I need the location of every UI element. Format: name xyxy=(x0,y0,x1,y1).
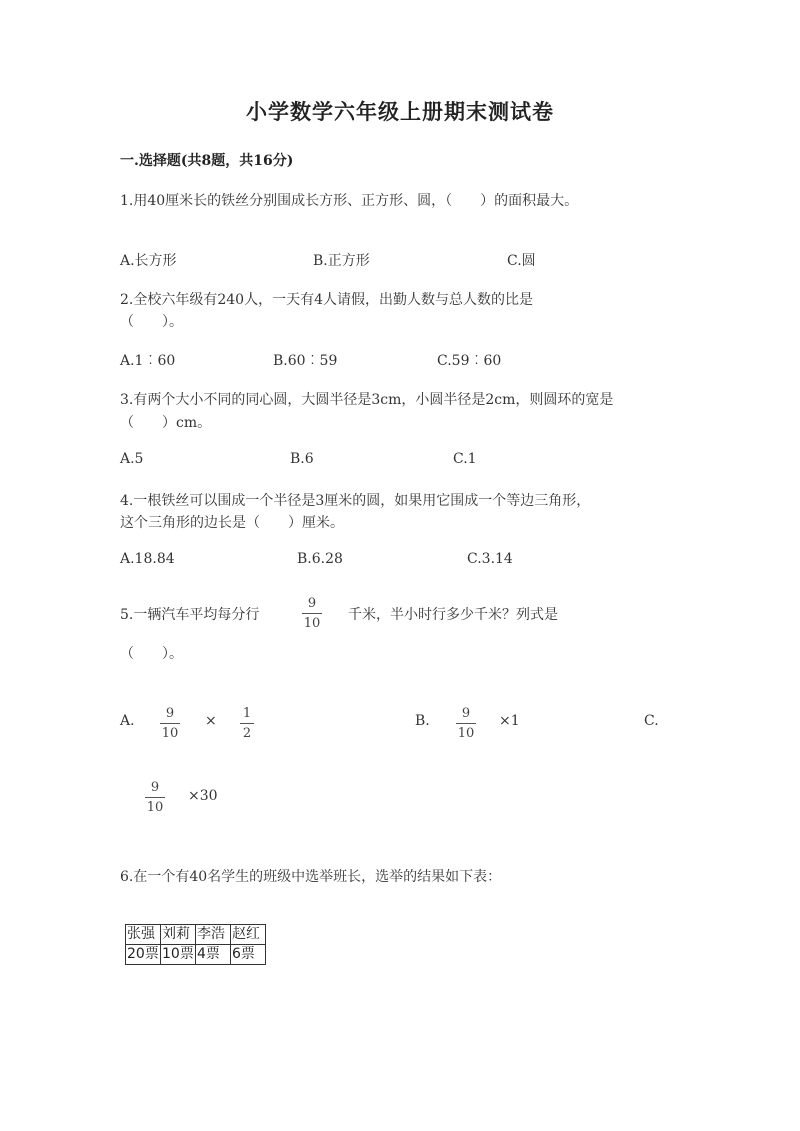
q5-option-a-fraction-2 xyxy=(240,706,254,741)
q1-option-c: C.圆 xyxy=(507,253,536,269)
fraction-numerator: 9 xyxy=(307,596,317,611)
fraction-bar xyxy=(240,723,254,724)
question-2-line2: （ ）。 xyxy=(120,314,183,330)
q5-option-b-label: B. xyxy=(415,713,430,729)
fraction-numerator: 9 xyxy=(461,706,471,721)
fraction-denominator: 10 xyxy=(161,726,179,741)
table-row xyxy=(126,945,266,965)
question-4-line1: 4.一根铁丝可以围成一个半径是3厘米的圆，如果用它围成一个等边三角形， xyxy=(120,493,591,509)
table-cell: 4票 xyxy=(196,945,231,965)
table-cell: 6票 xyxy=(231,945,266,965)
table-cell: 10票 xyxy=(161,945,196,965)
question-3-line1: 3.有两个大小不同的同心圆，大圆半径是3cm，小圆半径是2cm，则圆环的宽是 xyxy=(120,392,614,408)
question-5-suffix: 千米，半小时行多少千米？列式是 xyxy=(348,607,558,623)
q4-option-b: B.6.28 xyxy=(297,551,343,567)
question-3-line2: （ ）cm。 xyxy=(120,415,212,431)
q5-option-c-tail: ×30 xyxy=(188,788,218,804)
fraction-denominator: 10 xyxy=(303,616,321,631)
q4-option-c: C.3.14 xyxy=(467,551,513,567)
q2-option-c: C.59︰60 xyxy=(437,353,502,369)
table-cell: 张强 xyxy=(126,925,161,945)
fraction-bar xyxy=(456,723,476,724)
question-5-prefix: 5.一辆汽车平均每分行 xyxy=(120,607,260,623)
q2-option-a: A.1︰60 xyxy=(120,353,176,369)
fraction-denominator: 10 xyxy=(457,726,475,741)
table-cell: 赵红 xyxy=(231,925,266,945)
fraction-numerator: 9 xyxy=(150,780,160,795)
q5-option-c-label: C. xyxy=(644,713,659,729)
question-2-line1: 2.全校六年级有240人，一天有4人请假，出勤人数与总人数的比是 xyxy=(120,292,533,308)
q5-option-b-tail: ×1 xyxy=(499,713,520,729)
vote-table xyxy=(125,924,266,965)
fraction-numerator: 9 xyxy=(165,706,175,721)
fraction-denominator: 2 xyxy=(242,726,252,741)
section-heading: 一.选择题(共8题，共16分) xyxy=(120,153,294,169)
q3-option-a: A.5 xyxy=(120,451,144,467)
table-cell: 刘莉 xyxy=(161,925,196,945)
q1-option-a: A.长方形 xyxy=(120,253,177,269)
page-title: 小学数学六年级上册期末测试卷 xyxy=(246,99,554,124)
question-5-line2: （ ）。 xyxy=(120,646,183,662)
table-cell: 李浩 xyxy=(196,925,231,945)
q5-option-a-fraction-1 xyxy=(160,706,180,741)
q5-option-b-fraction xyxy=(456,706,476,741)
question-1: 1.用40厘米长的铁丝分别围成长方形、正方形、圆，（ ）的面积最大。 xyxy=(120,193,579,209)
q5-fraction xyxy=(302,596,322,631)
q5-option-c-fraction xyxy=(145,780,165,815)
fraction-denominator: 10 xyxy=(146,800,164,815)
q1-option-b: B.正方形 xyxy=(313,253,370,269)
fraction-bar xyxy=(302,613,322,614)
q2-option-b: B.60︰59 xyxy=(273,353,338,369)
q3-option-c: C.1 xyxy=(453,451,477,467)
table-row xyxy=(126,925,266,945)
q5-option-a-label: A. xyxy=(120,713,135,729)
q5-option-a-operator: × xyxy=(205,713,217,729)
q3-option-b: B.6 xyxy=(290,451,314,467)
question-6: 6.在一个有40名学生的班级中选举班长，选举的结果如下表： xyxy=(120,869,502,885)
question-4-line2: 这个三角形的边长是（ ）厘米。 xyxy=(120,515,344,531)
table-cell: 20票 xyxy=(126,945,161,965)
fraction-numerator: 1 xyxy=(242,706,252,721)
fraction-bar xyxy=(145,797,165,798)
fraction-bar xyxy=(160,723,180,724)
q4-option-a: A.18.84 xyxy=(120,551,175,567)
